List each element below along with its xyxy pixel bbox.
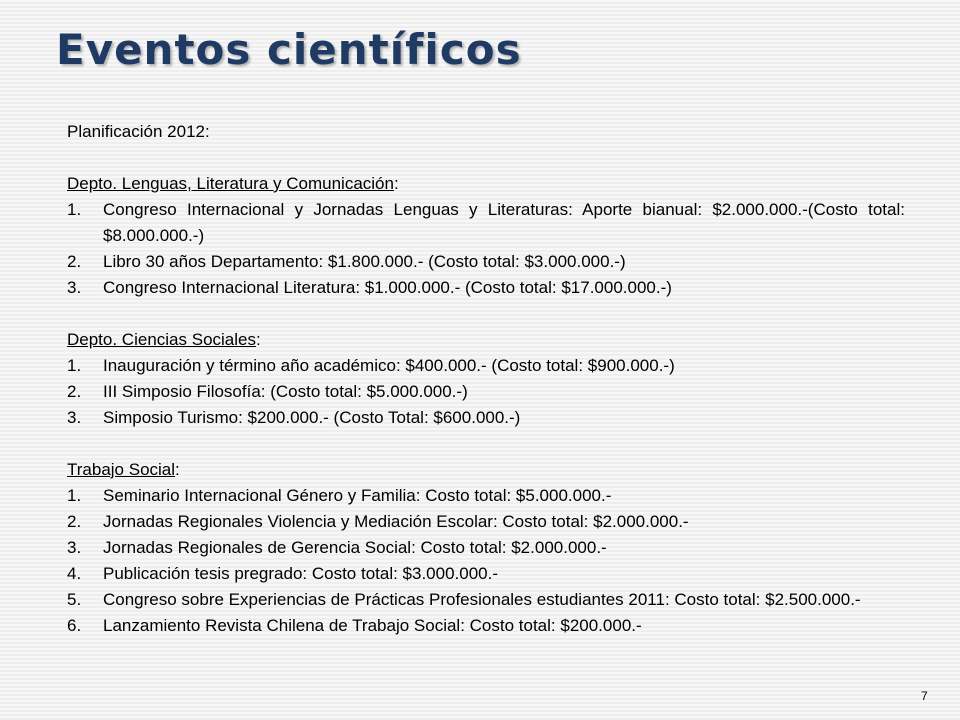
spacer bbox=[67, 145, 905, 171]
item-number: 2. bbox=[67, 382, 82, 401]
item-number: 3. bbox=[67, 278, 82, 297]
item-number: 5. bbox=[67, 590, 82, 609]
slide-content bbox=[67, 119, 905, 639]
list-item bbox=[67, 249, 905, 275]
list-item bbox=[67, 535, 905, 561]
item-text: Libro 30 años Departamento: $1.800.000.- (Costo total: $3.000.000.-) bbox=[103, 252, 626, 271]
item-number: 1. bbox=[67, 356, 82, 375]
item-number: 1. bbox=[67, 200, 82, 219]
intro-text: Planificación 2012: bbox=[67, 122, 210, 141]
section-heading-trabajo-social: Trabajo Social: bbox=[67, 460, 180, 479]
item-text: III Simposio Filosofía: (Costo total: $5.000.000.-) bbox=[103, 382, 468, 401]
section-heading-text: Depto. Ciencias Sociales bbox=[67, 330, 256, 349]
list-item bbox=[67, 275, 905, 301]
list-item bbox=[67, 405, 905, 431]
list-item bbox=[67, 613, 905, 639]
list-item bbox=[67, 353, 905, 379]
item-number: 3. bbox=[67, 408, 82, 427]
list-item bbox=[67, 379, 905, 405]
spacer bbox=[67, 301, 905, 327]
item-text: Congreso Internacional y Jornadas Lenguas y Literaturas: Aporte bianual: $2.000.000.-(Costo total: $8.000.000.-) bbox=[103, 200, 905, 245]
list-item bbox=[67, 197, 905, 249]
item-text: Seminario Internacional Género y Familia: Costo total: $5.000.000.- bbox=[103, 486, 612, 505]
list-item bbox=[67, 483, 905, 509]
spacer bbox=[67, 431, 905, 457]
item-number: 2. bbox=[67, 252, 82, 271]
section-heading-text: Depto. Lenguas, Literatura y Comunicación bbox=[67, 174, 394, 193]
slide-title: Eventos científicos bbox=[56, 25, 522, 74]
item-text: Simposio Turismo: $200.000.- (Costo Total: $600.000.-) bbox=[103, 408, 521, 427]
item-text: Inauguración y término año académico: $400.000.- (Costo total: $900.000.-) bbox=[103, 356, 675, 375]
list-ciencias-sociales bbox=[67, 353, 905, 431]
item-text: Publicación tesis pregrado: Costo total: $3.000.000.- bbox=[103, 564, 499, 583]
list-lenguas bbox=[67, 197, 905, 301]
section-heading-lenguas: Depto. Lenguas, Literatura y Comunicación: bbox=[67, 174, 399, 193]
item-number: 4. bbox=[67, 564, 82, 583]
list-item bbox=[67, 561, 905, 587]
list-trabajo-social bbox=[67, 483, 905, 639]
list-item bbox=[67, 509, 905, 535]
section-heading-text: Trabajo Social bbox=[67, 460, 176, 479]
section-heading-ciencias-sociales: Depto. Ciencias Sociales: bbox=[67, 330, 261, 349]
item-number: 2. bbox=[67, 512, 82, 531]
item-number: 1. bbox=[67, 486, 82, 505]
page-number: 7 bbox=[921, 689, 928, 703]
item-number: 3. bbox=[67, 538, 82, 557]
item-text: Congreso Internacional Literatura: $1.000.000.- (Costo total: $17.000.000.-) bbox=[103, 278, 672, 297]
item-text: Jornadas Regionales de Gerencia Social: Costo total: $2.000.000.- bbox=[103, 538, 607, 557]
item-number: 6. bbox=[67, 616, 82, 635]
item-text: Congreso sobre Experiencias de Prácticas Profesionales estudiantes 2011: Costo total: $2.500.000.- bbox=[103, 590, 861, 609]
item-text: Jornadas Regionales Violencia y Mediación Escolar: Costo total: $2.000.000.- bbox=[103, 512, 689, 531]
list-item bbox=[67, 587, 905, 613]
item-text: Lanzamiento Revista Chilena de Trabajo Social: Costo total: $200.000.- bbox=[103, 616, 642, 635]
